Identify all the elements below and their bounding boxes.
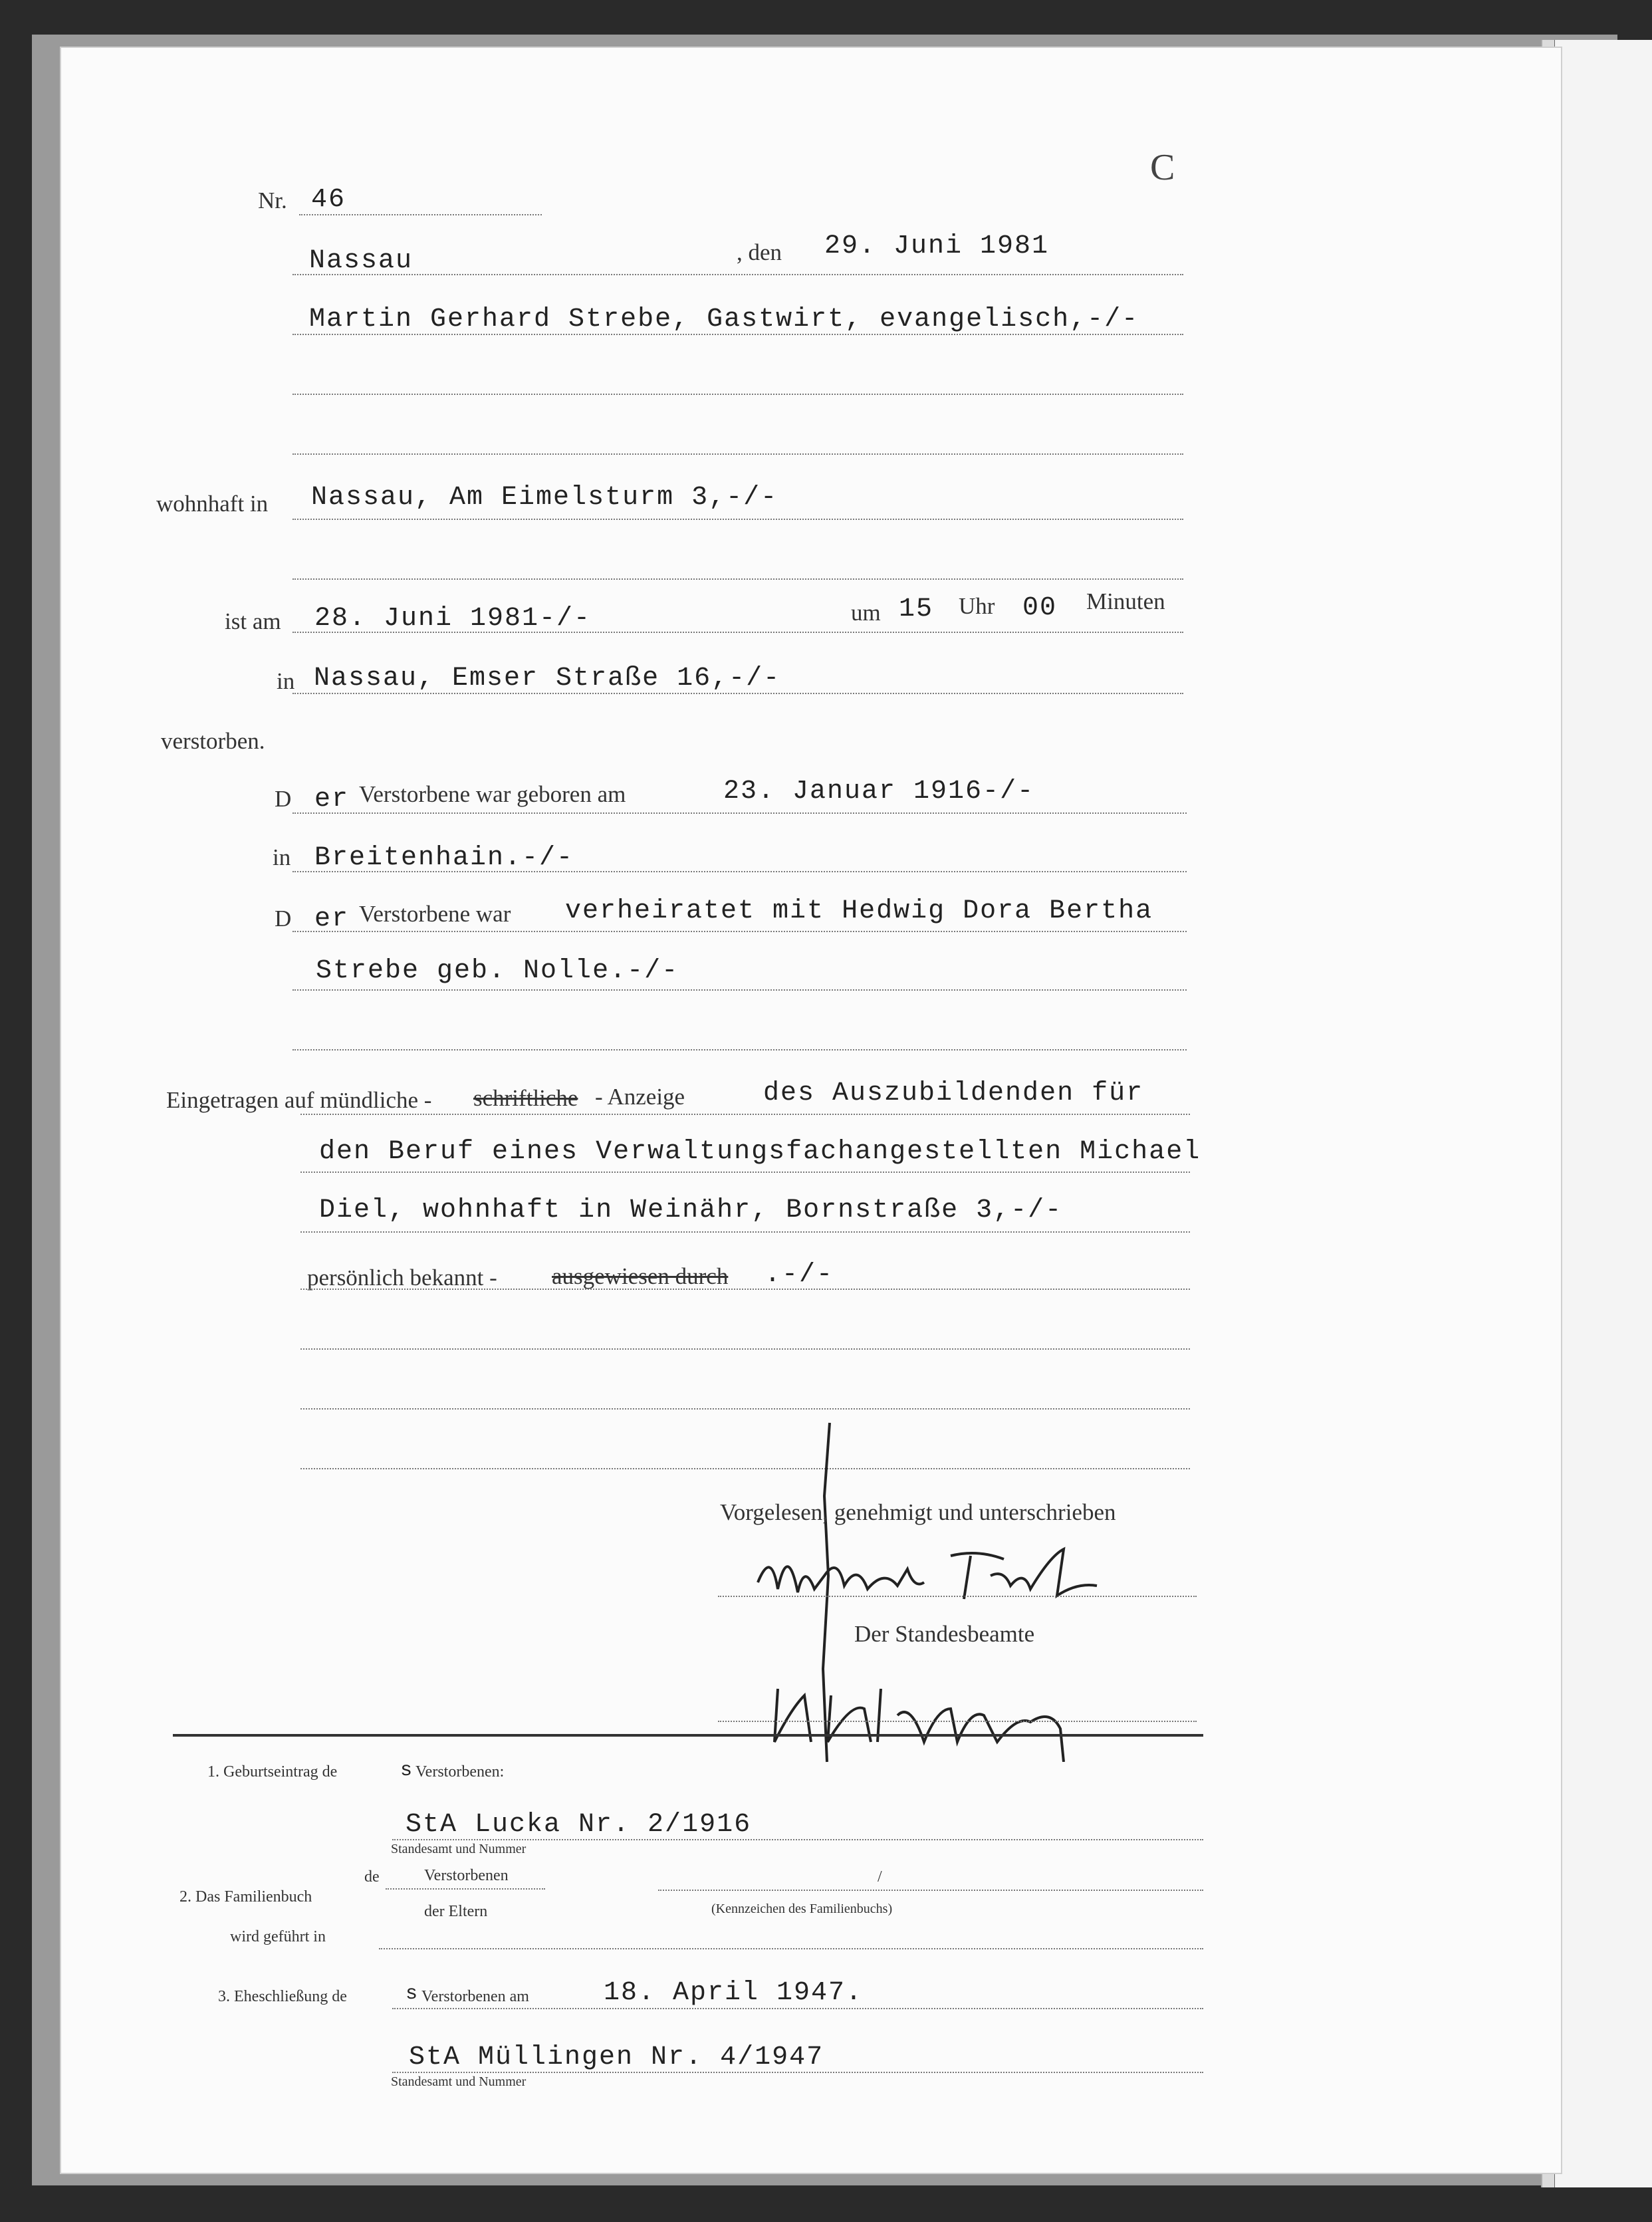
informant-value-1: des Auszubildenden für <box>763 1078 1144 1108</box>
eheschliessung-value-line <box>392 2072 1203 2073</box>
address-line-1 <box>293 519 1183 520</box>
eheschliessung-date: 18. April 1947. <box>604 1978 864 2008</box>
informant-line-3 <box>300 1231 1190 1233</box>
person-line-2 <box>293 394 1183 395</box>
in-label-2: in <box>273 844 291 870</box>
section-divider <box>173 1734 1203 1737</box>
born-label: Verstorbene war geboren am <box>359 781 626 807</box>
date-line <box>293 274 1183 275</box>
der-eltern-label: der Eltern <box>424 1903 488 1920</box>
familienbuch-de: de <box>364 1868 380 1886</box>
standesamt-label-1: Standesamt und Nummer <box>391 1842 527 1856</box>
marital-value-2: Strebe geb. Nolle.-/- <box>316 956 679 986</box>
blank-line-3 <box>300 1468 1190 1469</box>
death-date-value: 28. Juni 1981-/- <box>314 604 592 634</box>
kennzeichen-label: (Kennzeichen des Familienbuchs) <box>711 1902 893 1916</box>
eheschliessung-label: 3. Eheschließung de <box>218 1988 347 2005</box>
geburtseintrag-value: StA Lucka Nr. 2/1916 <box>406 1810 752 1840</box>
informant-signature <box>751 1536 1123 1616</box>
death-time-line <box>293 632 1183 633</box>
informant-line-1 <box>300 1114 1190 1115</box>
verstorben-label: verstorben. <box>161 728 265 754</box>
bekannt-tail: .-/- <box>765 1260 834 1290</box>
date-value: 29. Juni 1981 <box>824 231 1050 261</box>
address-line-2 <box>293 578 1183 580</box>
nr-label: Nr. <box>258 187 287 213</box>
geburtseintrag-label: 1. Geburtseintrag de <box>207 1763 338 1781</box>
person-line-1 <box>293 334 1183 335</box>
registrar-signature <box>765 1669 1137 1762</box>
eheschliessung-mid: Verstorbenen am <box>421 1988 529 2005</box>
standesamt-label-2: Standesamt und Nummer <box>391 2074 527 2089</box>
bekannt-line <box>300 1289 1190 1290</box>
birth-date-value: 23. Januar 1916-/- <box>723 777 1035 806</box>
schriftliche-struck: schriftliche <box>473 1085 578 1111</box>
hour-value: 15 <box>899 594 934 624</box>
registrar-signature-line <box>718 1721 1197 1722</box>
den-label: , den <box>737 239 782 265</box>
bekannt-label: persönlich bekannt - <box>307 1265 497 1291</box>
familienbuch-slash: / <box>878 1868 882 1886</box>
person-line-3 <box>293 453 1183 455</box>
ausgewiesen-struck: ausgewiesen durch <box>552 1263 729 1289</box>
war-label: Verstorbene war <box>359 901 511 927</box>
vorgelesen-text: Vorgelesen, genehmigt und unterschrieben <box>720 1499 1116 1525</box>
in-label: in <box>277 668 295 694</box>
geburtseintrag-s: s <box>400 1759 414 1782</box>
informant-signature-line <box>718 1596 1197 1597</box>
informant-value-3: Diel, wohnhaft in Weinähr, Bornstraße 3,-/- <box>319 1195 1063 1225</box>
facing-page <box>1552 40 1652 2187</box>
familienbuch-label: 2. Das Familienbuch <box>179 1888 312 1906</box>
marital-line-3 <box>293 1049 1187 1050</box>
familienbuch-value-line <box>386 1888 545 1890</box>
birth-place-value: Breitenhain.-/- <box>314 843 574 873</box>
informant-line-2 <box>300 1172 1190 1173</box>
marital-line-1 <box>293 931 1187 932</box>
nr-value: 46 <box>311 185 346 215</box>
informant-value-2: den Beruf eines Verwaltungsfachangestellten Michael <box>319 1137 1201 1167</box>
eheschliessung-value: StA Müllingen Nr. 4/1947 <box>409 2042 824 2072</box>
death-place-line <box>293 693 1183 694</box>
d-letter-2: D <box>275 906 292 931</box>
eheschliessung-s: s <box>406 1983 419 2005</box>
nr-line <box>299 214 542 215</box>
anzeige-label: - Anzeige <box>595 1084 685 1110</box>
place-value: Nassau <box>309 246 413 276</box>
ist-am-label: ist am <box>225 608 281 634</box>
gefuehrt-line <box>379 1948 1203 1949</box>
minutes-value: 00 <box>1022 593 1058 623</box>
d-letter-1: D <box>275 786 292 812</box>
corner-letter: C <box>1150 147 1175 188</box>
wohnhaft-label: wohnhaft in <box>156 491 269 517</box>
eheschliessung-line <box>392 2008 1203 2009</box>
gefuehrt-label: wird geführt in <box>230 1928 326 1945</box>
geburtseintrag-line <box>392 1839 1203 1840</box>
familienbuch-value: Verstorbenen <box>424 1867 509 1884</box>
death-place-value: Nassau, Emser Straße 16,-/- <box>314 664 781 693</box>
register-page <box>60 47 1562 2174</box>
marital-value-1: verheiratet mit Hedwig Dora Bertha <box>565 896 1153 926</box>
blank-line-2 <box>300 1408 1190 1410</box>
birth-place-line <box>293 871 1187 872</box>
geburtseintrag-tail: Verstorbenen: <box>415 1763 505 1781</box>
blank-line-1 <box>300 1348 1190 1350</box>
marital-line-2 <box>293 989 1187 991</box>
standesbeamte-label: Der Standesbeamte <box>854 1621 1035 1647</box>
um-label: um <box>851 600 881 626</box>
person-value: Martin Gerhard Strebe, Gastwirt, evangelisch,-/- <box>309 305 1139 334</box>
address-value: Nassau, Am Eimelsturm 3,-/- <box>311 483 778 513</box>
er-2: er <box>314 904 350 934</box>
minuten-label: Minuten <box>1086 588 1165 614</box>
familienbuch-line <box>658 1890 1203 1891</box>
eingetragen-label: Eingetragen auf mündliche - <box>166 1087 432 1113</box>
uhr-label: Uhr <box>959 593 995 619</box>
er-1: er <box>314 785 350 814</box>
birth-date-line <box>293 812 1187 814</box>
